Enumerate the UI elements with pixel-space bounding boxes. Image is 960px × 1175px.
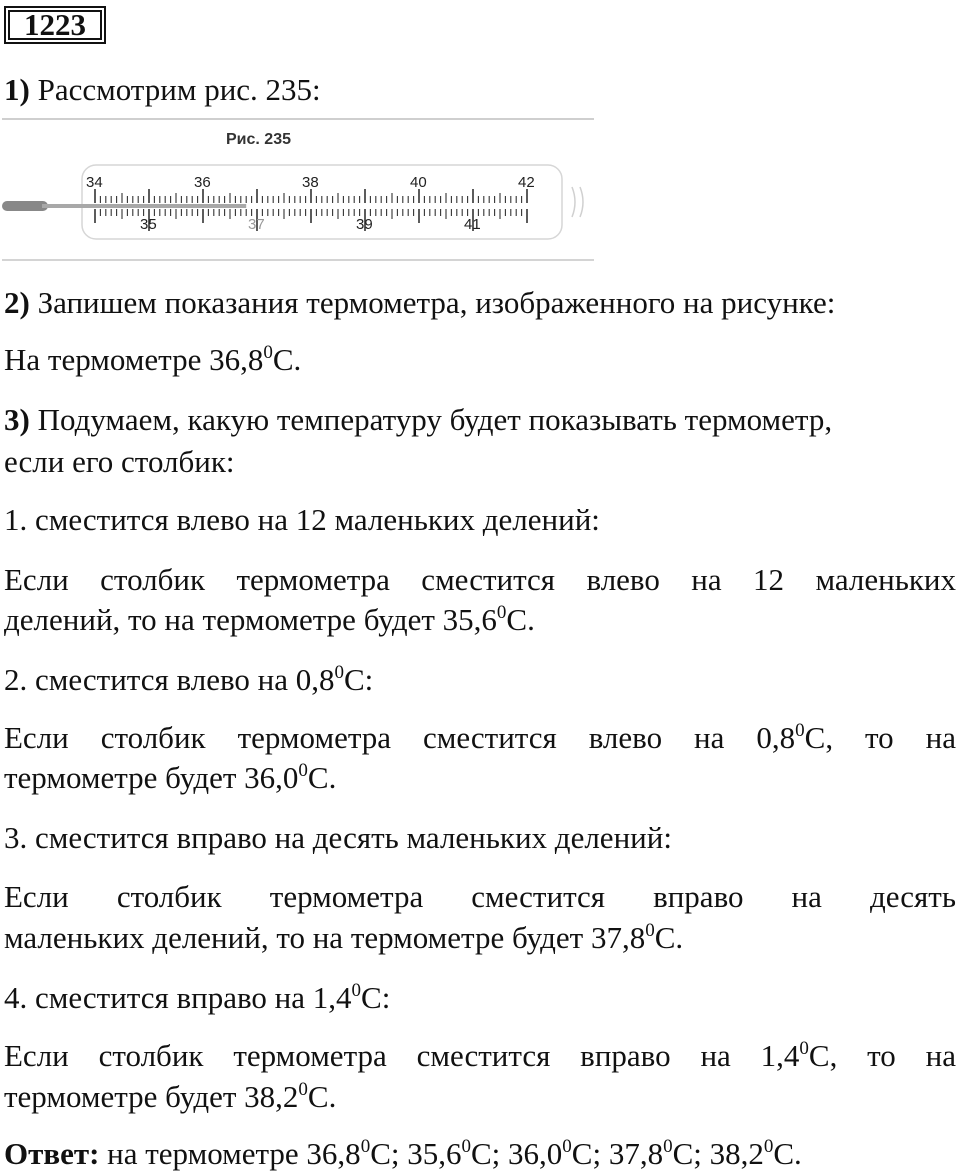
answer-label: Ответ: [4,1136,100,1171]
item-1-answer-line1: Если столбик термометра сместится влево на 12 маленьких [4,562,956,597]
item-2-title [4,660,956,700]
degree-mark: 0 [645,920,655,941]
answer-unit: С. [506,602,535,637]
degree-mark: 0 [799,1038,809,1059]
task-number: 1223 [4,6,106,44]
scale-label-bottom: 37 [248,216,265,233]
answer-part: С; 36,0 [470,1136,563,1171]
step-2-text: Запишем показания термометра, изображенного на рисунке: [29,285,836,320]
answer-unit: С, то на [808,1038,956,1073]
step-3-cont: если его столбик: [4,444,235,479]
step-1-number: 1) [4,72,30,107]
step-2-number: 2) [4,285,30,320]
item-1-answer-line2 [4,600,956,640]
degree-mark: 0 [334,662,344,683]
title-text: 4. сместится вправо на 1,4 [4,980,352,1015]
degree-mark: 0 [562,1136,572,1157]
answer-text: маленьких делений, то на термометре будет 37,8 [4,920,646,955]
step-2-reading [4,340,956,380]
degree-mark: 0 [496,602,507,623]
item-4-answer-line1 [4,1036,956,1076]
reading-text: На термометре 36,8 [4,342,264,377]
scale-label-top: 34 [86,174,103,191]
item-2-answer-line2 [4,758,956,798]
scale-label-bottom: 39 [356,216,373,233]
answer-unit: С, то на [804,720,956,755]
thermometer-figure [2,117,594,262]
title-unit: С: [343,662,374,697]
answer-text: Если столбик термометра сместится вправо на 1,4 [4,1038,800,1073]
answer-part: С; 35,6 [370,1136,462,1171]
degree-mark: 0 [298,1079,308,1100]
answer-text: Если столбик термометра сместится влево на 0,8 [4,720,796,755]
degree-mark: 0 [351,980,362,1001]
answer-part: С; 37,8 [571,1136,664,1171]
figure-caption: Рис. 235 [226,131,291,148]
step-1-text: Рассмотрим рис. 235: [29,72,321,107]
reading-unit: С. [272,342,302,377]
answer-part: С. [773,1136,802,1171]
degree-mark: 0 [461,1136,471,1157]
scale-label-top: 36 [194,174,211,191]
item-3-answer-line1: Если столбик термометра сместится вправо на десять [4,879,956,914]
title-text: 2. сместится влево на 0,8 [4,662,335,697]
item-3-answer-line2 [4,918,956,958]
degree-mark: 0 [263,342,273,363]
degree-mark: 0 [360,1136,371,1157]
item-2-answer-line1 [4,718,956,758]
step-1 [4,70,956,110]
title-unit: С: [361,980,391,1015]
step-2 [4,283,956,323]
scale-label-bottom: 35 [140,216,157,233]
answer-unit: С. [307,760,337,795]
mercury-bulb [2,201,48,211]
scale-label-top: 38 [302,174,319,191]
item-1-title: 1. сместится влево на 12 маленьких делений: [4,502,600,537]
item-4-answer-line2 [4,1077,956,1117]
scale-label-bottom: 41 [464,216,481,233]
answer-text: термометре будет 38,2 [4,1079,299,1114]
answer-part: на термометре 36,8 [99,1136,361,1171]
scale-label-top: 40 [410,174,427,191]
answer-part: С; 38,2 [672,1136,764,1171]
degree-mark: 0 [795,720,805,741]
scale-label-top: 42 [518,174,535,191]
step-3-text: Подумаем, какую температуру будет показывать термометр, [29,402,833,437]
answer-unit: С. [654,920,684,955]
step-3-number: 3) [4,402,30,437]
step-3 [4,400,956,440]
answer-unit: С. [307,1079,337,1114]
degree-mark: 0 [298,760,308,781]
mercury-column [42,204,246,208]
item-4-title [4,978,956,1018]
answer-text: делений, то на термометре будет 35,6 [4,602,497,637]
item-3-title: 3. сместится вправо на десять маленьких делений: [4,820,672,855]
answer-text: термометре будет 36,0 [4,760,299,795]
final-answer [4,1134,956,1174]
degree-mark: 0 [763,1136,774,1157]
degree-mark: 0 [663,1136,673,1157]
